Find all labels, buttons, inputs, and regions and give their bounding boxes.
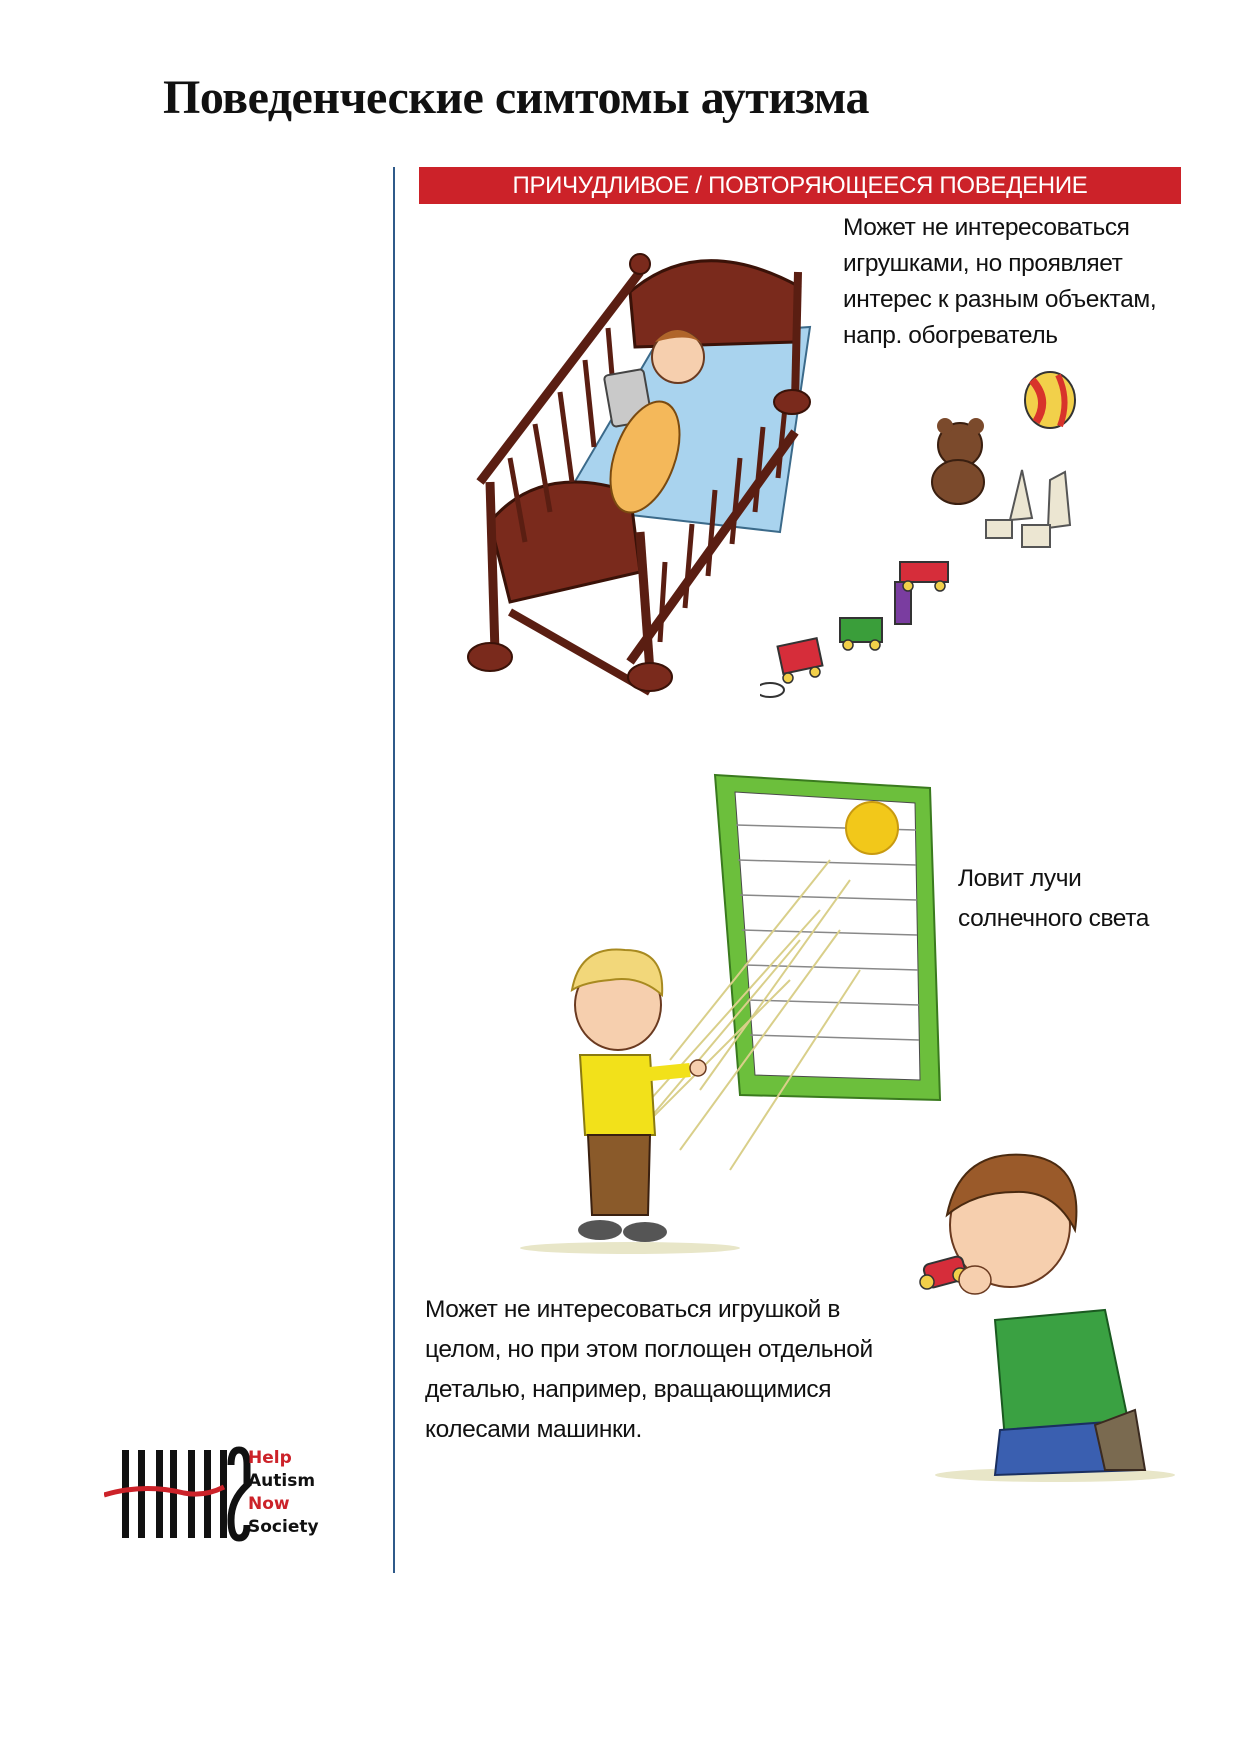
crib-caption-line: напр. обогреватель — [843, 322, 1058, 349]
sunlight-caption-line: Ловит лучи — [958, 865, 1082, 892]
crib-caption-line: Может не интересоваться — [843, 214, 1130, 241]
logo-word: Now — [248, 1494, 290, 1514]
wheels-caption-line: деталью, например, вращающимися — [425, 1376, 832, 1403]
toys-illustration — [760, 360, 1120, 710]
vertical-divider — [393, 167, 395, 1573]
sunlight-caption — [958, 859, 1198, 939]
crib-caption-line: интерес к разным объектам, — [843, 286, 1157, 313]
logo-word: Autism — [248, 1471, 316, 1491]
logo-text — [248, 1447, 319, 1539]
wheels-caption-line: целом, но при этом поглощен отдельной — [425, 1336, 873, 1363]
sunlight-illustration — [500, 770, 960, 1260]
crib-caption-line: игрушками, но проявляет — [843, 250, 1123, 277]
wheels-caption-line: Может не интересоваться игрушкой в — [425, 1296, 840, 1323]
wheels-caption-line: колесами машинки. — [425, 1416, 642, 1443]
logo-word: Society — [248, 1517, 319, 1537]
sunlight-caption-line: солнечного света — [958, 905, 1149, 932]
page-title: Поведенческие симтомы аутизма — [163, 71, 869, 124]
toy-car-illustration — [905, 1130, 1185, 1490]
logo-word: Help — [248, 1448, 292, 1468]
section-banner: ПРИЧУДЛИВОЕ / ПОВТОРЯЮЩЕЕСЯ ПОВЕДЕНИЕ — [419, 167, 1181, 204]
crib-caption — [843, 210, 1183, 354]
wheels-caption — [425, 1290, 945, 1450]
